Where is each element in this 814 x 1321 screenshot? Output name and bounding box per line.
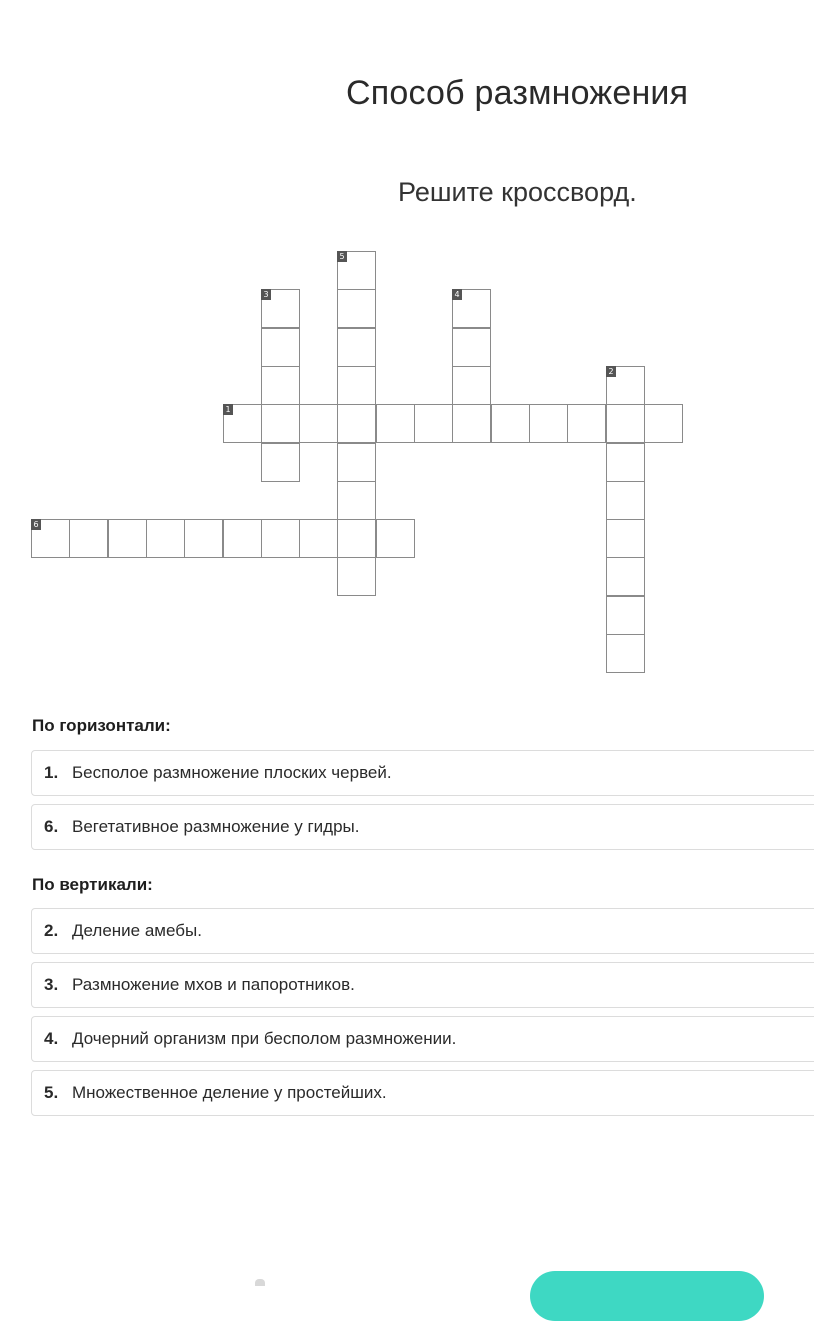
crossword-cell[interactable]: [606, 481, 645, 520]
crossword-cell[interactable]: [567, 404, 606, 443]
clue-down-3[interactable]: [31, 962, 814, 1008]
crossword-cell[interactable]: [184, 519, 223, 558]
crossword-cell[interactable]: [376, 404, 415, 443]
clue-number: 6.: [44, 817, 59, 836]
clue-text: Размножение мхов и папоротников.: [72, 975, 355, 994]
crossword-cell[interactable]: [223, 519, 262, 558]
across-heading: По горизонтали:: [32, 716, 171, 735]
crossword-cell[interactable]: [606, 557, 645, 596]
crossword-cell[interactable]: [414, 404, 453, 443]
clue-down-5[interactable]: [31, 1070, 814, 1116]
clue-number: 2.: [44, 921, 59, 940]
clue-number-badge: 1: [223, 404, 233, 415]
crossword-cell[interactable]: [606, 404, 645, 443]
crossword-cell[interactable]: [337, 557, 376, 596]
crossword-cell[interactable]: [337, 481, 376, 520]
crossword-cell[interactable]: [261, 366, 300, 405]
crossword-cell[interactable]: [299, 404, 338, 443]
crossword-cell[interactable]: [606, 596, 645, 635]
clue-text: Множественное деление у простейших.: [72, 1083, 387, 1102]
clue-number: 5.: [44, 1083, 59, 1102]
crossword-cell[interactable]: [452, 366, 491, 405]
clue-across-1[interactable]: [31, 750, 814, 796]
clue-across-6[interactable]: [31, 804, 814, 850]
crossword-cell[interactable]: [644, 404, 683, 443]
clue-text: Бесполое размножение плоских червей.: [72, 763, 392, 782]
crossword-cell[interactable]: [337, 328, 376, 367]
crossword-cell[interactable]: [491, 404, 530, 443]
clue-number-badge: 2: [606, 366, 616, 377]
crossword-cell[interactable]: [376, 519, 415, 558]
clue-number-badge: 5: [337, 251, 347, 262]
crossword-cell[interactable]: [606, 519, 645, 558]
down-heading: По вертикали:: [32, 875, 153, 894]
crossword-cell[interactable]: [337, 289, 376, 328]
crossword-cell[interactable]: [337, 404, 376, 443]
crossword-cell[interactable]: [261, 519, 300, 558]
crossword-cell[interactable]: [337, 443, 376, 482]
crossword-cell[interactable]: [146, 519, 185, 558]
clue-number-badge: 6: [31, 519, 41, 530]
crossword-cell[interactable]: [261, 404, 300, 443]
crossword-cell[interactable]: [606, 634, 645, 673]
clue-number: 4.: [44, 1029, 59, 1048]
partial-back-link[interactable]: [255, 1279, 265, 1286]
clue-number-badge: 4: [452, 289, 462, 300]
crossword-cell[interactable]: [108, 519, 147, 558]
clue-text: Деление амебы.: [72, 921, 202, 940]
clue-down-2[interactable]: [31, 908, 814, 954]
check-button[interactable]: [530, 1271, 764, 1321]
crossword-cell[interactable]: [299, 519, 338, 558]
clue-number: 1.: [44, 763, 59, 782]
crossword-cell[interactable]: [529, 404, 568, 443]
crossword-cell[interactable]: [606, 443, 645, 482]
clue-number-badge: 3: [261, 289, 271, 300]
crossword-cell[interactable]: [69, 519, 108, 558]
page-subtitle: Решите кроссворд.: [398, 177, 637, 207]
clue-down-4[interactable]: [31, 1016, 814, 1062]
clue-text: Вегетативное размножение у гидры.: [72, 817, 360, 836]
page-title: Способ размножения: [346, 74, 689, 112]
crossword-cell[interactable]: [337, 366, 376, 405]
crossword-cell[interactable]: [452, 404, 491, 443]
clue-number: 3.: [44, 975, 59, 994]
crossword-cell[interactable]: [337, 519, 376, 558]
crossword-cell[interactable]: [261, 328, 300, 367]
clue-text: Дочерний организм при бесполом размножении.: [72, 1029, 457, 1048]
crossword-cell[interactable]: [261, 443, 300, 482]
crossword-cell[interactable]: [452, 328, 491, 367]
